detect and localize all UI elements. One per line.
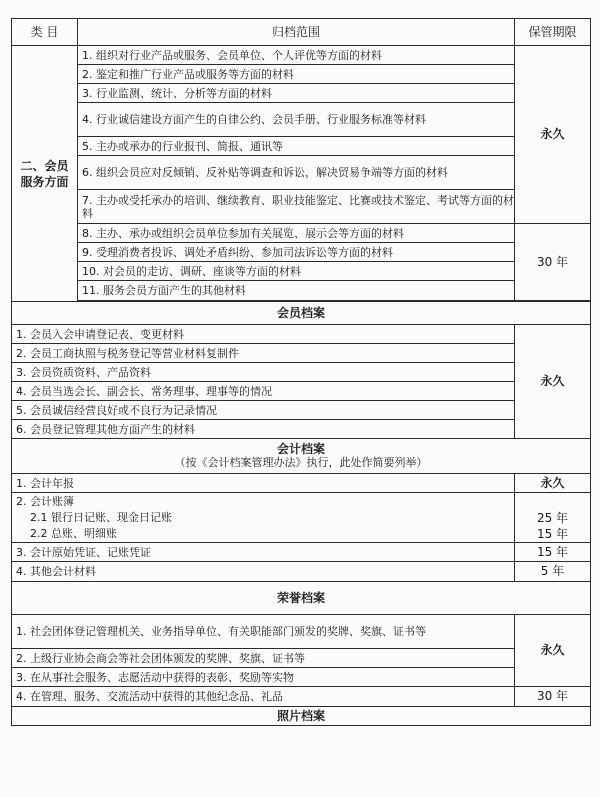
- table-row: [12, 137, 591, 156]
- scope-item: 3. 在从事社会服务、志愿活动中获得的表彰、奖励等实物: [12, 668, 515, 687]
- period-ledgers: 25 年 15 年: [515, 493, 591, 543]
- archive-retention-table: [11, 18, 591, 726]
- period-permanent: 永久: [515, 46, 591, 224]
- scope-item-ledgers: 2. 会计账簿 2.1 银行日记账、现金日记账 2.2 总账、明细账: [12, 493, 515, 543]
- scope-item: 5. 主办或承办的行业报刊、简报、通讯等: [78, 137, 515, 156]
- table-row: [12, 615, 591, 649]
- table-row: [12, 65, 591, 84]
- table-row: [12, 668, 591, 687]
- table-row: [12, 363, 591, 382]
- scope-item: 2. 会员工商执照与税务登记等营业材料复制件: [12, 344, 515, 363]
- section-title-photo: 照片档案: [12, 707, 591, 726]
- scope-item: 1. 组织对行业产品或服务、会员单位、个人评优等方面的材料: [78, 46, 515, 65]
- scope-item: 6. 会员登记管理其他方面产生的材料: [12, 420, 515, 439]
- scope-item: 3. 行业监测、统计、分析等方面的材料: [78, 84, 515, 103]
- table-row: [12, 543, 591, 562]
- section-header-row: [12, 707, 591, 726]
- scope-item: 4. 在管理、服务、交流活动中获得的其他纪念品、礼品: [12, 687, 515, 707]
- table-row: [12, 243, 591, 262]
- scope-item: 3. 会计原始凭证、记账凭证: [12, 543, 515, 562]
- scope-item: 1. 会员入会申请登记表、变更材料: [12, 325, 515, 344]
- period-15-years: 15 年: [515, 543, 591, 562]
- table-row: [12, 562, 591, 582]
- scope-item: 8. 主办、承办或组织会员单位参加有关展览、展示会等方面的材料: [78, 224, 515, 243]
- category-member-service: 二、会员 服务方面: [12, 46, 78, 302]
- table-row: [12, 344, 591, 363]
- scope-item: 6. 组织会员应对反倾销、反补贴等调查和诉讼，解决贸易争端等方面的材料: [78, 156, 515, 190]
- scope-item: 4. 其他会计材料: [12, 562, 515, 582]
- table-header-row: [12, 19, 591, 46]
- period-permanent: 永久: [515, 325, 591, 439]
- table-row: [12, 687, 591, 707]
- table-row: [12, 420, 591, 439]
- scope-item: 1. 社会团体登记管理机关、业务指导单位、有关职能部门颁发的奖牌、奖旗、证书等: [12, 615, 515, 649]
- header-scope: 归档范围: [78, 19, 515, 46]
- table-row: [12, 262, 591, 281]
- section-header-row: [12, 439, 591, 474]
- table-row: [12, 84, 591, 103]
- period-30-years: 30 年: [515, 687, 591, 707]
- scope-item: 3. 会员资质资料、产品资料: [12, 363, 515, 382]
- table-row: [12, 493, 591, 543]
- table-row: [12, 190, 591, 224]
- table-row: [12, 156, 591, 190]
- scope-item: 4. 行业诚信建设方面产生的自律公约、会员手册、行业服务标准等材料: [78, 103, 515, 137]
- section-title-accounting: 会计档案 （按《会计档案管理办法》执行，此处作简要列举）: [12, 439, 591, 474]
- table-row: [12, 224, 591, 243]
- table-row: [12, 382, 591, 401]
- period-permanent: 永久: [515, 615, 591, 687]
- scope-item: 11. 服务会员方面产生的其他材料: [78, 281, 515, 301]
- scope-item: 10. 对会员的走访、调研、座谈等方面的材料: [78, 262, 515, 281]
- scope-item: 4. 会员当选会长、副会长、常务理事、理事等的情况: [12, 382, 515, 401]
- header-category: 类 目: [12, 19, 78, 46]
- scope-item: 2. 鉴定和推广行业产品或服务等方面的材料: [78, 65, 515, 84]
- period-30-years: 30 年: [515, 224, 591, 301]
- table-row: [12, 401, 591, 420]
- section-header-row: [12, 302, 591, 325]
- table-row: [12, 649, 591, 668]
- table-row: [12, 474, 591, 493]
- scope-item: 5. 会员诚信经营良好或不良行为记录情况: [12, 401, 515, 420]
- table-row: [12, 103, 591, 137]
- period-5-years: 5 年: [515, 562, 591, 582]
- scope-item: 1. 会计年报: [12, 474, 515, 493]
- period-permanent: 永久: [515, 474, 591, 493]
- scope-item: 9. 受理消费者投诉、调处矛盾纠纷、参加司法诉讼等方面的材料: [78, 243, 515, 262]
- section-title-member-archive: 会员档案: [12, 302, 591, 325]
- accounting-note: （按《会计档案管理办法》执行，此处作简要列举）: [174, 456, 428, 469]
- table-row: [12, 281, 591, 301]
- scope-item: 7. 主办或受托承办的培训、继续教育、职业技能鉴定、比赛或技术鉴定、考试等方面的材料: [78, 190, 515, 224]
- table-row: [12, 46, 591, 65]
- scope-item: 2. 上级行业协会商会等社会团体颁发的奖牌、奖旗、证书等: [12, 649, 515, 668]
- table-row: [12, 325, 591, 344]
- section-header-row: [12, 582, 591, 615]
- header-period: 保管期限: [515, 19, 591, 46]
- section-title-honor: 荣誉档案: [12, 582, 591, 615]
